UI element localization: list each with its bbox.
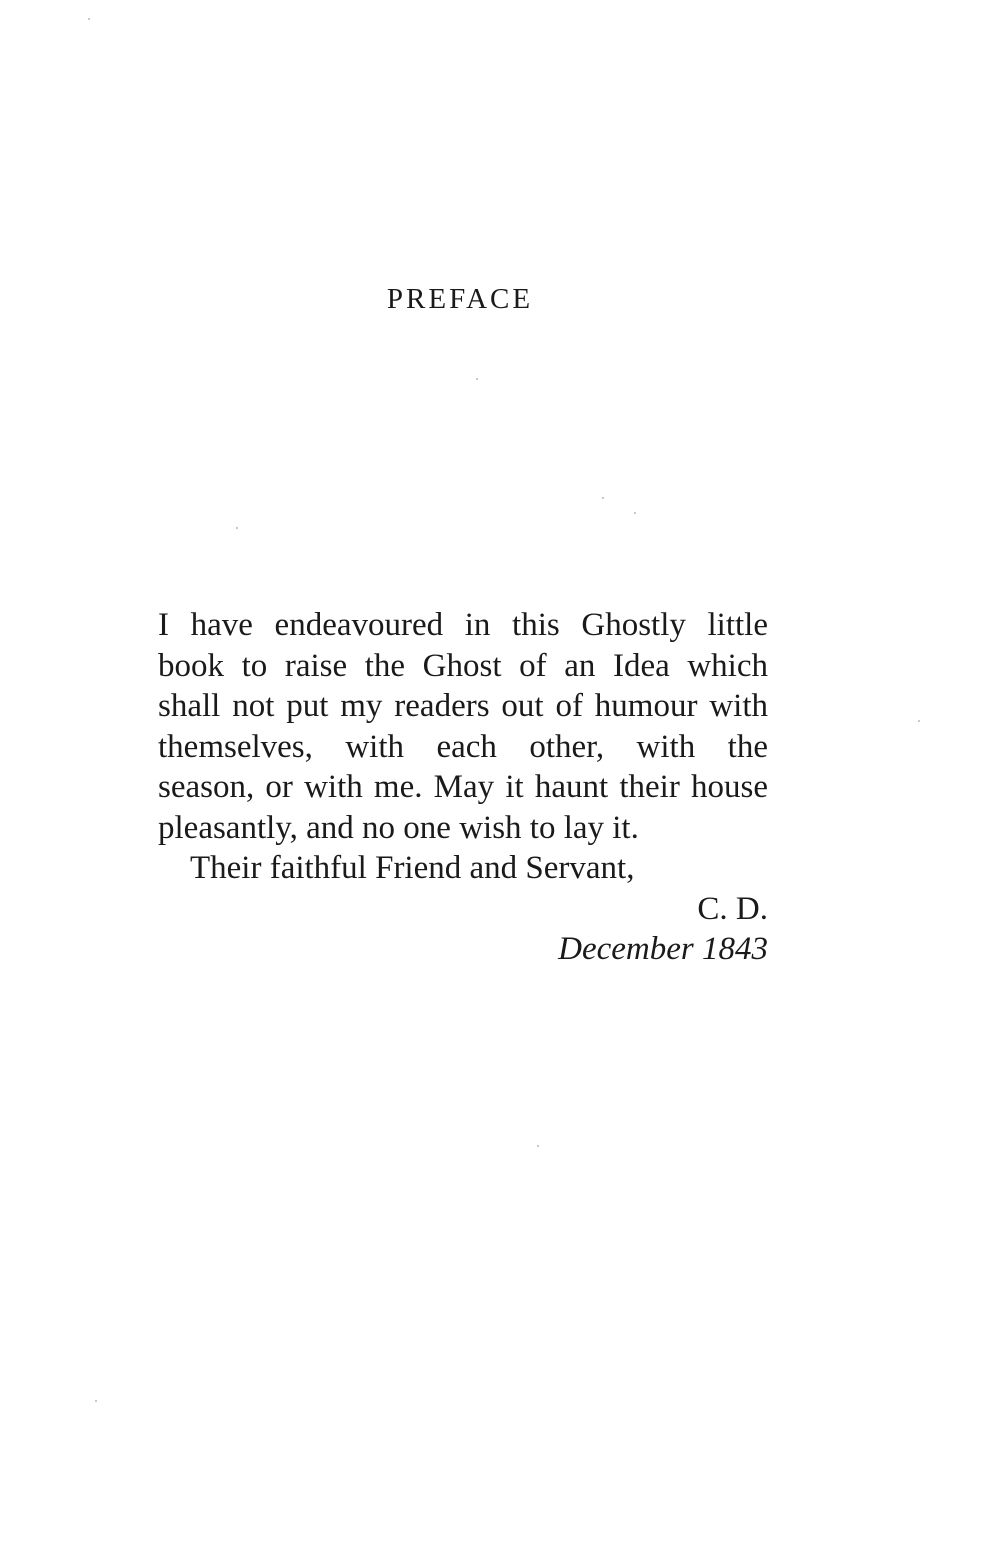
- paragraph-line: season, or with me. May it haunt their house: [158, 769, 768, 805]
- paragraph-line: pleasantly, and no one wish to lay it.: [158, 809, 639, 846]
- paper-speck: [537, 1145, 539, 1147]
- paragraph-line: shall not put my readers out of humour with: [158, 688, 768, 724]
- paper-speck: [88, 18, 90, 20]
- paragraph-line: I have endeavoured in this Ghostly little: [158, 607, 768, 643]
- paper-speck: [476, 378, 478, 380]
- paper-speck: [236, 527, 238, 529]
- paper-speck: [602, 497, 604, 499]
- paper-speck: [918, 720, 920, 722]
- paragraph-line: themselves, with each other, with the: [158, 728, 768, 765]
- preface-paragraph: [158, 605, 768, 848]
- page-heading: PREFACE: [386, 283, 534, 315]
- paragraph-line: book to raise the Ghost of an Idea which: [158, 647, 768, 684]
- date-line: December 1843: [558, 931, 768, 967]
- paper-speck: [95, 1400, 97, 1402]
- paper-speck: [634, 512, 636, 514]
- closing-line: Their faithful Friend and Servant,: [190, 850, 635, 886]
- preface-body: [158, 605, 768, 970]
- signature: C. D.: [697, 890, 768, 927]
